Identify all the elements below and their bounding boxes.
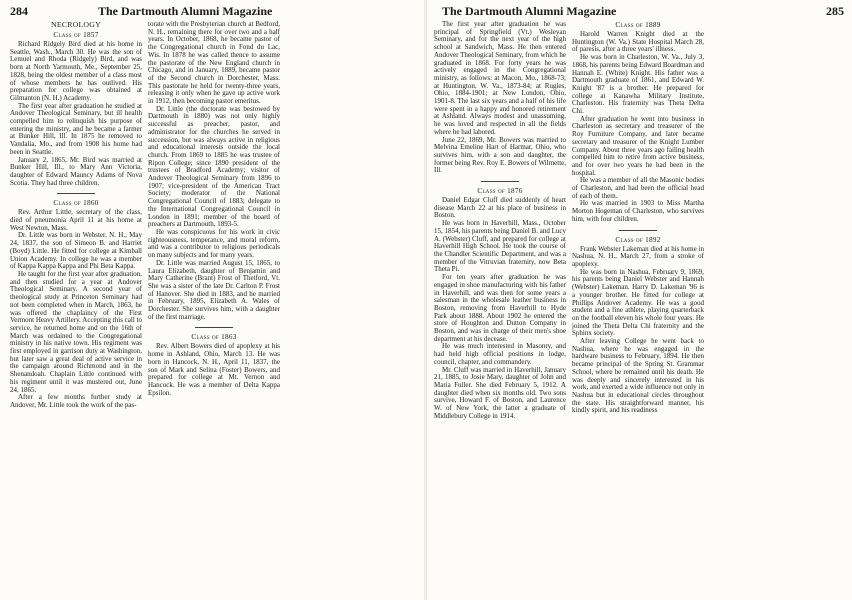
paragraph: He was born in Haverhill, Mass., October 15, 1854, his parents being Daniel B. and Lucy A. (Webster) Cluff, and prepared for college at Haverhill High School. He took the course of the Chandler Scientific Department, and was a member of the Vitruvian fraternity, now Beta Theta Pi.	[434, 219, 566, 274]
paragraph: He was married in 1903 to Miss Martha Morton Hogeman of Charleston, who survives him, with four children.	[572, 199, 704, 223]
paragraph: June 22, 1869, Mr. Bowers was married to Melvina Emeline Hart of Harmar, Ohio, who survives him, with a son and daughter, the former being Rev. Roy E. Bowers of Wilmette, Ill.	[434, 135, 566, 175]
paragraph: The first year after graduation he was principal of Springfield (Vt.) Wesleyan Seminary, and for the next year of the high school at Sandwich, Mass. He then entered Andover Theological Seminary, from which he graduated in 1868. For forty years he was actively engaged in the Congregational ministry, as follows: at Macon, Mo., 1868-73; at Huntington, W. Va., 1873-84; at Rugles, Ohio, 1884-1901; at New London, Ohio, 1901-8. The last six years and a half of his life were spent in a happy and honored retirement at Ashland. Always modest and unassuming, he was loved and respected in all the fields where he had labored.	[434, 21, 566, 136]
section-divider	[195, 327, 233, 328]
paragraph: Richard Ridgely Bird died at his home in Seattle, Wash., March 30. He was the son of Lemuel and Rhoda (Ridgely) Bird, and was born at North Yarmouth, Me., September 25, 1828, being the oldest member of a class most of whose members he has outlived. His preparation for college was obtained at Gilmanton (N. H.) Academy.	[10, 40, 142, 102]
class-heading-1892: Class of 1892	[615, 235, 661, 244]
paragraph: Dr. Little was married August 15, 1865, to Laura Elizabeth, daughter of Benjamin and Mary Catherine (Brant) Frost of Thetford, Vt. She was a sister of the late Dr. Carlton P. Frost of Hanover. She died in 1883, and he married in February, 1895, Elizabeth A. Wales of Dorchester. She survives him, with a daughter of the first marriage.	[148, 258, 280, 321]
right-running-title: The Dartmouth Alumni Magazine	[442, 4, 617, 18]
class-heading-1857: Class of 1857	[53, 31, 99, 39]
paragraph: After a few months further study at Andover, Mr. Little took the work of the pas-	[10, 393, 142, 409]
column-2	[148, 21, 280, 597]
paragraph: He was much interested in Masonry, and had held high official positions in lodge, council, chapter, and commandery.	[434, 342, 566, 366]
paragraph: Dr. Little was born in Webster, N. H., May 24, 1837, the son of Simeon B. and Harriet (Boyd) Little. He fitted for college at Kimball Union Academy. In college he was a member of Kappa Kappa Kappa and Phi Beta Kappa.	[10, 231, 142, 271]
paragraph: Dr. Little (the doctorate was bestowed by Dartmouth in 1880) was not only highly successful as preacher, pastor, and administrator for the churches he served in succession, but was always active in religious and educational interests outside the local church. From 1869 to 1885 he was trustee of Ripon College; since 1890 president of the trustees of Bradford Academy; visitor of Andover Theological Seminary from 1896 to 1907; vice-president of the American Tract Society; moderator of the National Congregational Council of 1883; delegate to the International Congregational Council in London in 1891; member of the board of preachers at Dartmouth, 1893-5.	[148, 104, 280, 229]
paragraph: For ten years after graduation he was engaged in shoe manufacturing with his father in Haverhill, and was then for some years a salesman in the wholesale leather business in Boston, removing from Haverhill to Hyde Park about 1888. About 1902 he entered the store of Houghton and Dutton Company in Boston, and was in charge of their men's shoe department at his decease.	[434, 273, 566, 343]
paragraph: Frank Webster Lakeman died at his home in Nashua, N. H., March 27, from a stroke of apoplexy.	[572, 244, 704, 268]
paragraph: January 2, 1865, Mr. Bird was married at Bunker Hill, Ill., to Mary Ann Victoria, daughter of Edward Mauncy Adams of Nova Scotia. They had three children.	[10, 155, 142, 187]
paragraph: After graduation he went into business in Charleston as secretary and treasurer of the Roy Furniture Company, and later became secretary and treasurer of the Knight Lumber Company. About three years ago failing health compelled him to retire from active business, and for over two years he had been in the hospital.	[572, 114, 704, 177]
paragraph: torate with the Presbyterian church at Bedford, N. H., remaining there for over two and a half years. In October, 1868, he became pastor of the Congregational church in Fond du Lac, Wis. In 1878 he was called thence to assume the pastorate of the New England church in Chicago, and in January, 1889, became pastor of the Second church in Dorchester, Mass. This pastorate he held for twenty-three years, releasing it only when he gave up active work in 1912, then becoming pastor emeritus.	[148, 21, 280, 106]
class-heading-1863: Class of 1863	[191, 333, 237, 342]
paragraph: Rev. Arthur Little, secretary of the class, died of pneumonia April 11 at his home at West Newton, Mass.	[10, 208, 142, 232]
paragraph: Rev. Albert Bowers died of apoplexy at his home in Ashland, Ohio, March 13. He was born in Hancock, N. H., April 11, 1837, the son of Mark and Selina (Foster) Bowers, and prepared for college at Mt. Vernon and Hancock. He was a member of Delta Kappa Epsilon.	[148, 342, 280, 397]
right-page	[426, 0, 852, 600]
left-running-title: The Dartmouth Alumni Magazine	[98, 4, 273, 18]
paragraph: Mr. Cluff was married in Haverhill, January 21, 1885, to Josie Mary, daughter of John and Maria Fuller. She died February 5, 1912. A daughter died when six months old. Two sons survive, Howard F. of Boston, and Laurence W. of New York, the latter a graduate of Middlebury College in 1914.	[434, 365, 566, 420]
column-1	[10, 21, 142, 597]
class-heading-1889: Class of 1889	[615, 21, 661, 29]
right-page-number: 285	[826, 4, 844, 18]
paragraph: He was conspicuous for his work in civic righteousness, temperance, and moral reform, and was a contributor to religious periodicals on many subjects and for many years.	[148, 227, 280, 260]
paragraph: Harold Warren Knight died at the Huntington (W. Va.) State Hospital March 28, of paresis, after a three years' illness.	[572, 30, 704, 54]
section-divider	[619, 230, 657, 231]
left-page-number: 284	[10, 4, 28, 18]
column-3	[434, 21, 566, 597]
section-divider	[481, 181, 519, 182]
necrology-heading: NECROLOGY	[51, 21, 101, 29]
paragraph: He taught for the first year after graduation, and then studied for a year at Andover Theological Seminary. A second year of theological study at Princeton Seminary had not been completed when in March, 1863, he was offered the chaplaincy of the First Vermont Heavy Artillery. Accepting this call to service, he returned home and on the 16th of March was ordained to the Congregational ministry in his native town. His regiment was first employed in garrison duty at Washington, but later saw a great deal of active service in the campaign around Richmond and in the Shenandoah. Chaplain Little continued with his regiment until it was mustered out, June 24, 1865.	[10, 269, 142, 394]
section-divider	[57, 193, 95, 194]
paragraph: The first year after graduation he studied at Andover Theological Seminary, but ill health compelled him to relinquish his purpose of entering the ministry, and he became a farmer at Bunker Hill, Ill. In 1875 he removed to Vandalia, Mo., and from 1908 his home had been in Seattle.	[10, 101, 142, 156]
paragraph: He was born in Charleston, W. Va., July 3, 1868, his parents being Edward Boardman and Hannah E. (White) Knight. His father was a Dartmouth graduate of 1861, and Edward W. Knight '87 is a brother. He prepared for college at Kanawha Military Institute, Charleston. His fraternity was Theta Delta Chi.	[572, 53, 704, 116]
column-4	[572, 21, 704, 597]
paragraph: He was a member of all the Masonic bodies of Charleston, and had been the official head of each of them.	[572, 176, 704, 200]
paragraph: He was born in Nashua, February 9, 1869, his parents being Daniel Webster and Hannah (Webster) Lakeman. Harry D. Lakeman '96 is a younger brother. He fitted for college at Phillips Andover Academy. He was a good student and a fine athlete, playing quarterback on the football eleven his whole four years. He joined the Theta Delta Chi fraternity and the Sphinx society.	[572, 267, 704, 338]
class-heading-1876: Class of 1876	[477, 187, 523, 196]
right-page-header	[434, 3, 848, 19]
paragraph: After leaving College he went back to Nashua, where he was engaged in the hardware business to February, 1894. He then became principal of the Spring St. Grammar School, where he remained until his death. He was deeply and sincerely interested in his work, and exerted a wide influence not only in Nashua but in educational circles throughout the state. His straightforward manner, his kindly spirit, and his readiness	[572, 337, 704, 415]
paragraph: Daniel Edgar Cluff died suddenly of heart disease March 22 at his place of business in Boston.	[434, 196, 566, 220]
left-page-header	[10, 3, 420, 19]
class-heading-1860: Class of 1860	[53, 199, 99, 208]
